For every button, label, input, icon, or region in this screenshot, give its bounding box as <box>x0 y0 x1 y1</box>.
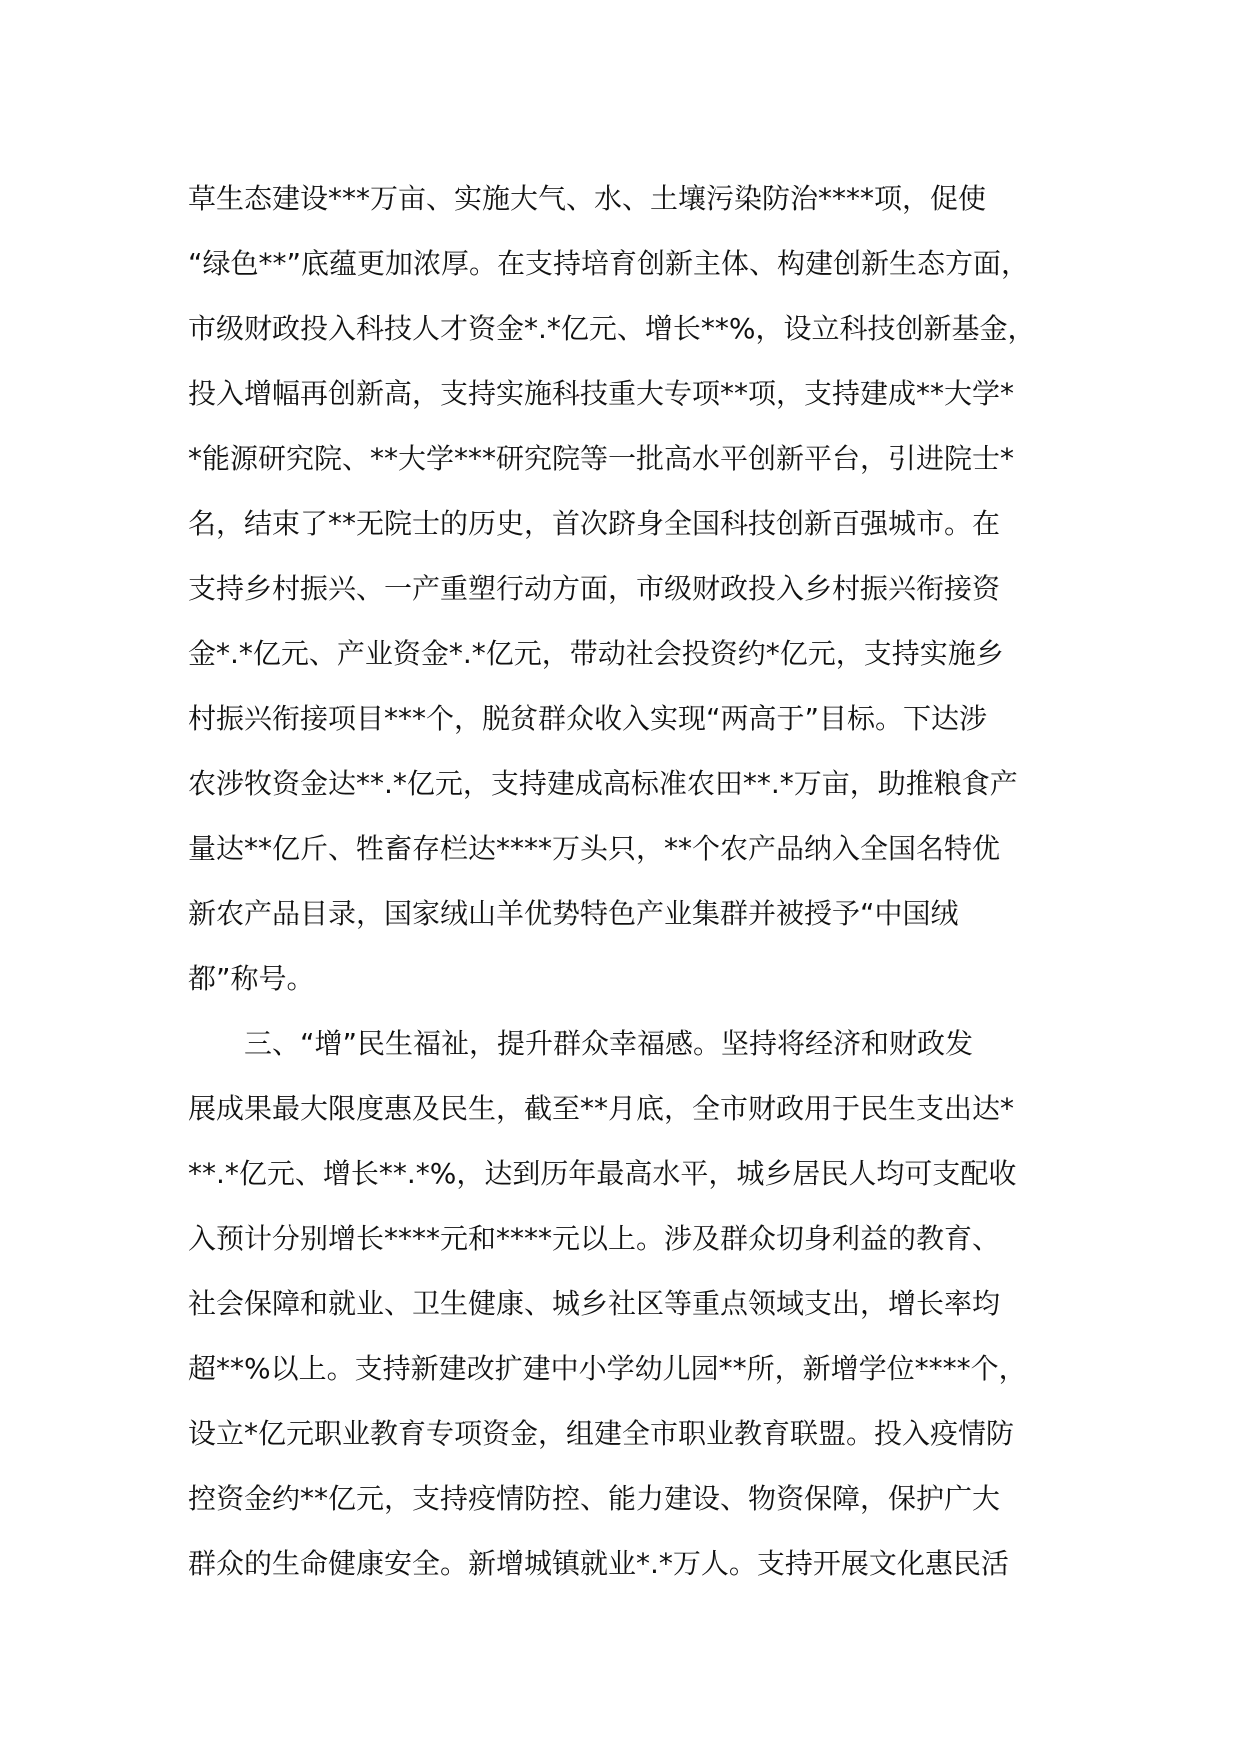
text-line: 量达**亿斤、牲畜存栏达****万头只，**个农产品纳入全国名特优 <box>188 832 1001 865</box>
text-line: 市级财政投入科技人才资金*.*亿元、增长**%，设立科技创新基金， <box>188 312 1036 345</box>
text-line: 群众的生命健康安全。新增城镇就业*.*万人。支持开展文化惠民活 <box>188 1547 1009 1580</box>
text-line: 草生态建设***万亩、实施大气、水、土壤污染防治****项，促使 <box>188 182 987 215</box>
text-line: “绿色**”底蕴更加浓厚。在支持培育创新主体、构建创新生态方面， <box>188 247 1030 280</box>
text-line: 支持乡村振兴、一产重塑行动方面，市级财政投入乡村振兴衔接资 <box>188 572 1001 605</box>
text-line: 展成果最大限度惠及民生，截至**月底，全市财政用于民生支出达* <box>188 1092 1015 1125</box>
text-line: 新农产品目录，国家绒山羊优势特色产业集群并被授予“中国绒 <box>188 897 959 930</box>
text-line: **.*亿元、增长**.*%，达到历年最高水平，城乡居民人均可支配收 <box>188 1157 1017 1190</box>
text-line: 投入增幅再创新高，支持实施科技重大专项**项，支持建成**大学* <box>188 377 1015 410</box>
text-line: 超**%以上。支持新建改扩建中小学幼儿园**所，新增学位****个， <box>188 1352 1027 1385</box>
text-line: *能源研究院、**大学***研究院等一批高水平创新平台，引进院士* <box>188 442 1015 475</box>
text-line: 金*.*亿元、产业资金*.*亿元，带动社会投资约*亿元，支持实施乡 <box>188 637 1004 670</box>
body-text <box>188 166 1088 1596</box>
text-line: 农涉牧资金达**.*亿元，支持建成高标准农田**.*万亩，助推粮食产 <box>188 767 1018 800</box>
text-line: 名，结束了**无院士的历史，首次跻身全国科技创新百强城市。在 <box>188 507 1001 540</box>
section-heading-line: 三、“增”民生福祉，提升群众幸福感。坚持将经济和财政发 <box>188 1027 974 1060</box>
text-line: 入预计分别增长****元和****元以上。涉及群众切身利益的教育、 <box>188 1222 1001 1255</box>
text-line: 设立*亿元职业教育专项资金，组建全市职业教育联盟。投入疫情防 <box>188 1417 1015 1450</box>
text-line: 村振兴衔接项目***个，脱贫群众收入实现“两高于”目标。下达涉 <box>188 702 988 735</box>
text-line: 社会保障和就业、卫生健康、城乡社区等重点领域支出，增长率均 <box>188 1287 1001 1320</box>
text-line: 控资金约**亿元，支持疫情防控、能力建设、物资保障，保护广大 <box>188 1482 1001 1515</box>
text-line: 都”称号。 <box>188 962 315 995</box>
